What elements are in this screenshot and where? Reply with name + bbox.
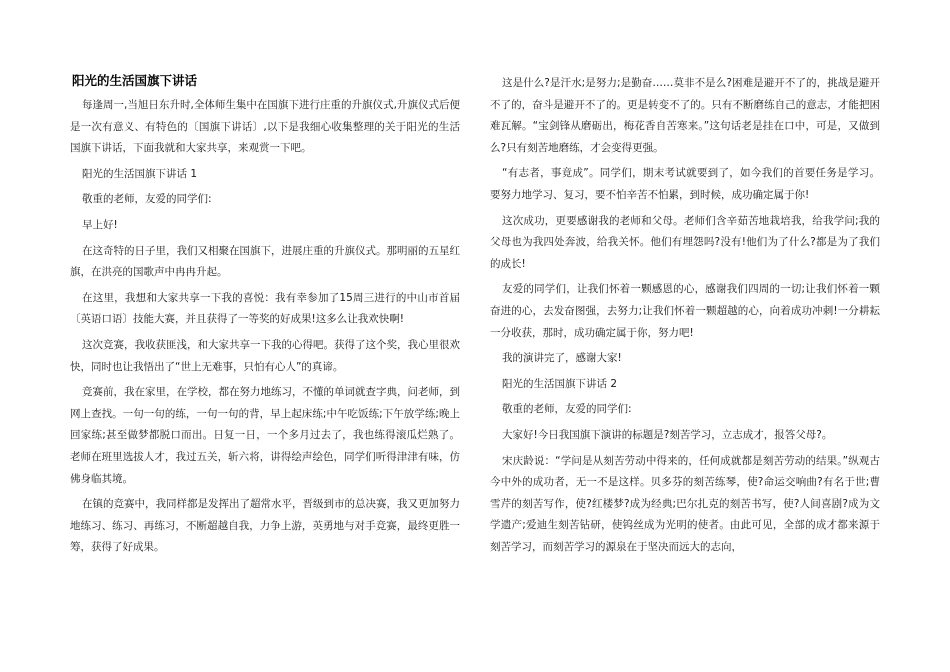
body-paragraph: 宋庆龄说：“学问是从刻苦劳动中得来的，任何成就都是刻苦劳动的结果。”纵观古今中外的成功者，无一不是这样。贝多芬的刻苦练琴，使?命运交响曲?有名于世;曹雪芹的刻苦写作，使?红楼梦?成为经典;巴尔扎克的刻苦书写，使?人间喜剧?成为文学遗产;爱迪生刻苦钻研，使钨丝成为光明的使者。由此可见，全部的成才都来源于刻苦学习，而刻苦学习的源泉在于坚决而远大的志向， (490, 454, 880, 553)
body-paragraph: 大家好!今日我国旗下演讲的标题是?刻苦学习，立志成才，报答父母?。 (502, 428, 833, 441)
salutation: 敬重的老师，友爱的同学们: (82, 193, 212, 206)
body-paragraph: 在镇的竞赛中，我同样都是发挥出了超常水平，晋级到市的总决赛，我又更加努力地练习、练习、再练习，不断超越自我，力争上游，英勇地与对手竞赛，最终更胜一筹，获得了好成果。 (70, 498, 460, 554)
body-paragraph: “有志者，事竟成”。同学们，期末考试就要到了，如今我们的首要任务是学习。要努力地学习、复习，要不怕辛苦不怕累，到时候，成功确定属于你! (490, 167, 880, 201)
right-column (490, 73, 880, 562)
body-paragraph: 在这奇特的日子里，我们又相聚在国旗下，进展庄重的升旗仪式。那明丽的五星红旗，在洪亮的国歌声中冉冉升起。 (70, 244, 460, 279)
body-paragraph: 这是什么?是汗水;是努力;是勤奋……莫非不是么?困难是避开不了的，挑战是避开不了的，奋斗是避开不了的。更是转变不了的。只有不断磨练自己的意志，才能把困难瓦解。“宝剑锋从磨砺出，梅花香自苦寒来。”这句话老是挂在口中，可是，又做到么?只有刻苦地磨练，才会变得更强。 (490, 77, 880, 154)
body-paragraph: 友爱的同学们，让我们怀着一颗感恩的心，感谢我们四周的一切;让我们怀着一颗奋进的心，去发奋图强，去努力;让我们怀着一颗超越的心，向着成功冲刺!一分耕耘一分收获，那时，成功确定属于你，努力吧! (490, 283, 880, 339)
body-paragraph: 竞赛前，我在家里，在学校，都在努力地练习，不懂的单词就查字典，问老师，到网上查找。一句一句的练，一句一句的背，早上起床练;中午吃饭练;下午放学练;晚上回家练;甚至做梦都脱口而出。日复一日，一个多月过去了，我也练得滚瓜烂熟了。老师在班里选拔人才，我过五关，斩六将，讲得绘声绘色，同学们听得津津有味，仿佛身临其境。 (70, 386, 460, 485)
intro-paragraph: 每逢周一,当旭日东升时,全体师生集中在国旗下进行庄重的升旗仪式,升旗仪式后便是一次有意义、有特色的〔国旗下讲话〕,以下是我细心收集整理的关于阳光的生活国旗下讲话，下面我就和大家共享，来观赏一下吧。 (70, 99, 460, 155)
section-heading-1: 阳光的生活国旗下讲话 1 (82, 167, 198, 180)
salutation: 敬重的老师，友爱的同学们: (502, 403, 632, 416)
body-paragraph: 在这里，我想和大家共享一下我的喜悦：我有幸参加了15周三进行的中山市首届〔英语口语〕技能大赛，并且获得了一等奖的好成果!这多么让我欢快啊! (70, 291, 460, 326)
closing-line: 我的演讲完了，感谢大家! (502, 352, 622, 365)
left-column (70, 73, 460, 563)
document-title: 阳光的生活国旗下讲话 (72, 73, 198, 88)
body-paragraph: 这次竞赛，我收获匪浅，和大家共享一下我的心得吧。获得了这个奖，我心里很欢快，同时也让我悟出了“世上无难事，只怕有心人”的真谛。 (70, 338, 460, 373)
greeting: 早上好! (82, 218, 118, 231)
body-paragraph: 这次成功，更要感谢我的老师和父母。老师们含辛茹苦地栽培我，给我学问;我的父母也为我四处奔波，给我关怀。他们有埋怨吗?没有!他们为了什么?都是为了我们的成长! (490, 214, 880, 270)
section-heading-2: 阳光的生活国旗下讲话 2 (502, 377, 618, 390)
